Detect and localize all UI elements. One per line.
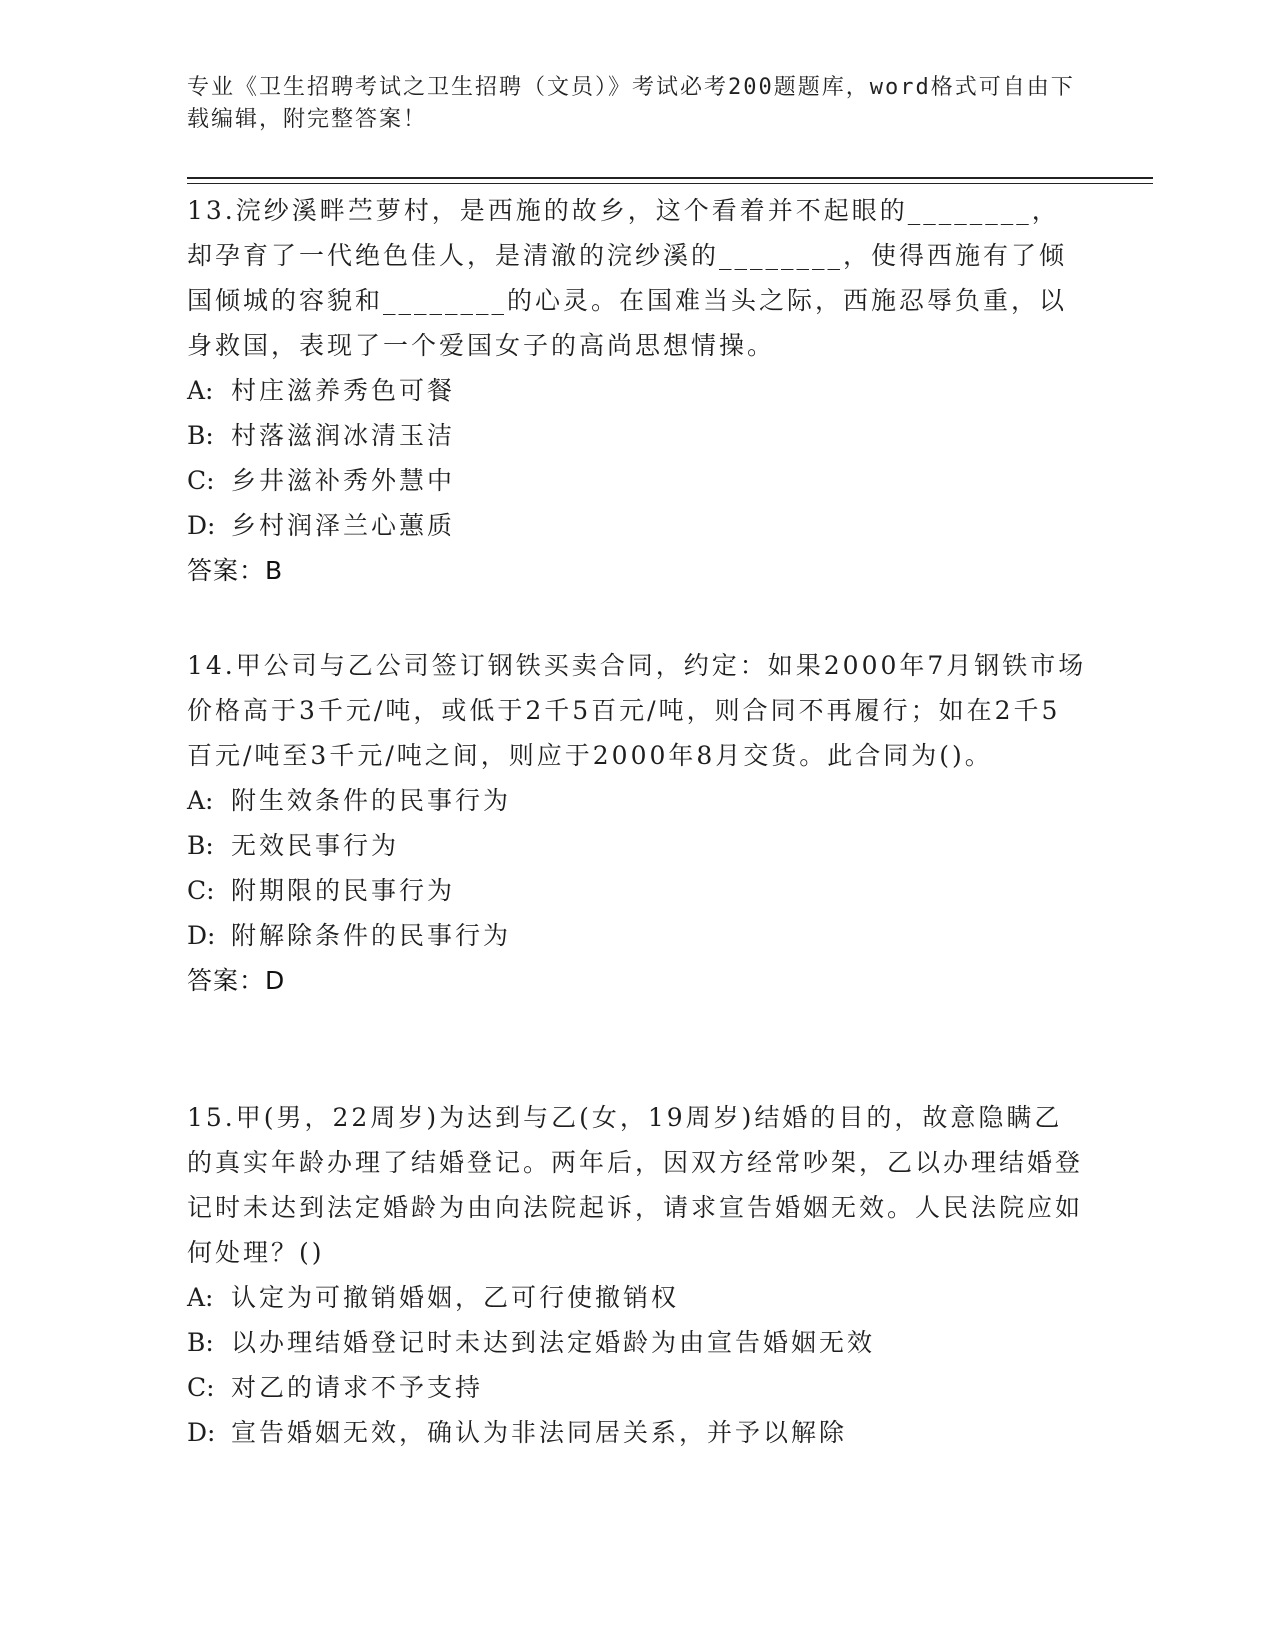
answer: 答案：D [187,966,286,995]
option-text: 认定为可撤销婚姻，乙可行使撤销权 [231,1283,680,1312]
option-a [187,778,1087,823]
option-key: D: [187,511,216,540]
option-a [187,1275,1087,1320]
option-text: 附期限的民事行为 [231,876,456,905]
option-key: C: [187,876,215,905]
option-key: D: [187,921,216,950]
header-divider-thin [187,183,1153,184]
option-key: A: [187,1283,214,1312]
question-stem: 13.浣纱溪畔苎萝村，是西施的故乡，这个看着并不起眼的________，却孕育了一代绝色佳人，是清澈的浣纱溪的________，使得西施有了倾国倾城的容貌和________的心灵。在国难当头之际，西施忍辱负重，以身救国，表现了一个爱国女子的高尚思想情操。 [187,196,1068,360]
option-key: B: [187,421,214,450]
option-a [187,368,1087,413]
option-key: B: [187,1328,214,1357]
option-text: 村落滋润冰清玉洁 [231,421,456,450]
option-c [187,1365,1087,1410]
option-key: A: [187,786,214,815]
option-text: 乡井滋补秀外慧中 [231,466,456,495]
option-key: B: [187,831,214,860]
answer: 答案：B [187,556,284,585]
option-b [187,1320,1087,1365]
question-14 [187,643,1087,1004]
question-15 [187,1095,1087,1455]
question-13 [187,188,1087,594]
option-b [187,823,1087,868]
option-text: 以办理结婚登记时未达到法定婚龄为由宣告婚姻无效 [231,1328,876,1357]
option-key: D: [187,1418,216,1447]
option-text: 村庄滋养秀色可餐 [231,376,456,405]
option-text: 附生效条件的民事行为 [231,786,512,815]
option-c [187,868,1087,913]
option-b [187,413,1087,458]
option-key: A: [187,376,214,405]
option-key: C: [187,1373,215,1402]
question-stem: 14.甲公司与乙公司签订钢铁买卖合同，约定：如果2000年7月钢铁市场价格高于3千元/吨，或低于2千5百元/吨，则合同不再履行；如在2千5百元/吨至3千元/吨之间，则应于2000年8月交货。此合同为()。 [187,651,1087,770]
option-c [187,458,1087,503]
question-stem: 15.甲(男，22周岁)为达到与乙(女，19周岁)结婚的目的，故意隐瞒乙的真实年龄办理了结婚登记。两年后，因双方经常吵架，乙以办理结婚登记时未达到法定婚龄为由向法院起诉，请求宣告婚姻无效。人民法院应如何处理？() [187,1103,1084,1267]
option-text: 无效民事行为 [231,831,400,860]
option-key: C: [187,466,215,495]
option-text: 附解除条件的民事行为 [231,921,512,950]
header-divider-thick [187,177,1153,179]
option-text: 乡村润泽兰心蕙质 [231,511,456,540]
option-d [187,1410,1087,1455]
option-d [187,913,1087,958]
page-header: 专业《卫生招聘考试之卫生招聘（文员）》考试必考200题题库，word格式可自由下载编辑，附完整答案！ [187,75,1075,132]
option-text: 宣告婚姻无效，确认为非法同居关系，并予以解除 [231,1418,848,1447]
option-d [187,503,1087,548]
option-text: 对乙的请求不予支持 [231,1373,484,1402]
